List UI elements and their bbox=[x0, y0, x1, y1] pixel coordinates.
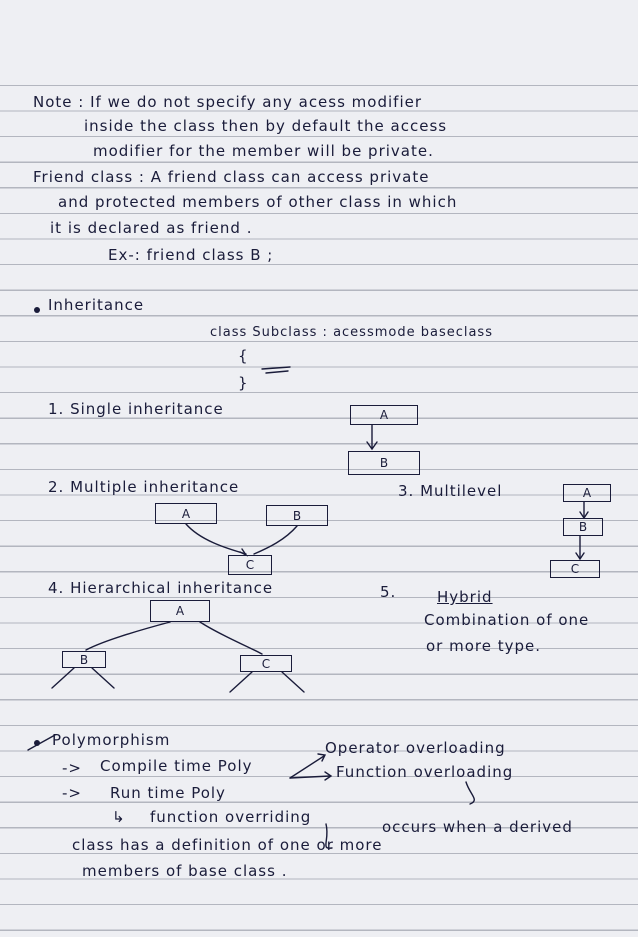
multiple-box-c: C bbox=[228, 555, 272, 575]
page-top-margin bbox=[0, 0, 638, 86]
friend-line-1: Friend class : A friend class can access private bbox=[33, 168, 430, 186]
multilevel-label: 3. Multilevel bbox=[398, 482, 503, 500]
run-time-poly: Run time Poly bbox=[110, 784, 226, 802]
hybrid-desc-1: Combination of one bbox=[424, 611, 590, 629]
top-rule bbox=[0, 85, 638, 86]
inheritance-heading: Inheritance bbox=[48, 296, 145, 314]
multilevel-box-a: A bbox=[563, 484, 611, 502]
operator-overloading: Operator overloading bbox=[325, 739, 506, 757]
arrow-compile: -> bbox=[62, 759, 82, 777]
multiple-inheritance-label: 2. Multiple inheritance bbox=[48, 478, 240, 496]
friend-example: Ex-: friend class B ; bbox=[108, 246, 274, 264]
polymorphism-heading: Polymorphism bbox=[52, 731, 171, 749]
compile-time-poly: Compile time Poly bbox=[100, 757, 253, 775]
note-line-2: inside the class then by default the access bbox=[84, 117, 448, 135]
friend-line-2: and protected members of other class in which bbox=[58, 193, 458, 211]
inheritance-syntax: class Subclass : acessmode baseclass bbox=[210, 325, 493, 340]
multilevel-box-c: C bbox=[550, 560, 600, 578]
overriding-desc: occurs when a derived bbox=[382, 818, 573, 836]
multiple-box-a: A bbox=[155, 503, 217, 524]
hook-arrow: ↳ bbox=[112, 808, 126, 826]
function-overloading: Function overloading bbox=[336, 763, 514, 781]
function-overriding: function overriding bbox=[150, 808, 312, 826]
open-brace: { bbox=[238, 347, 249, 365]
single-inheritance-label: 1. Single inheritance bbox=[48, 400, 224, 418]
multilevel-box-b: B bbox=[563, 518, 603, 536]
note-line-3: modifier for the member will be private. bbox=[93, 142, 434, 160]
multiple-box-b: B bbox=[266, 505, 328, 526]
hybrid-label: Hybrid bbox=[437, 588, 493, 606]
bullet-polymorphism bbox=[34, 740, 40, 746]
hierarchical-box-a: A bbox=[150, 600, 210, 622]
polymorphism-line-4: members of base class . bbox=[82, 862, 288, 880]
hybrid-number: 5. bbox=[380, 583, 397, 601]
arrow-runtime: -> bbox=[62, 784, 82, 802]
close-brace: } bbox=[238, 374, 249, 392]
bullet-inheritance bbox=[34, 307, 40, 313]
polymorphism-line-3: class has a definition of one or more bbox=[72, 836, 383, 854]
single-box-a: A bbox=[350, 405, 418, 425]
friend-line-3: it is declared as friend . bbox=[50, 219, 253, 237]
single-box-b: B bbox=[348, 451, 420, 475]
hybrid-desc-2: or more type. bbox=[426, 637, 542, 655]
note-line-1: Note : If we do not specify any acess modifier bbox=[33, 93, 423, 111]
hierarchical-box-b: B bbox=[62, 651, 106, 668]
hierarchical-inheritance-label: 4. Hierarchical inheritance bbox=[48, 579, 274, 597]
hierarchical-box-c: C bbox=[240, 655, 292, 672]
